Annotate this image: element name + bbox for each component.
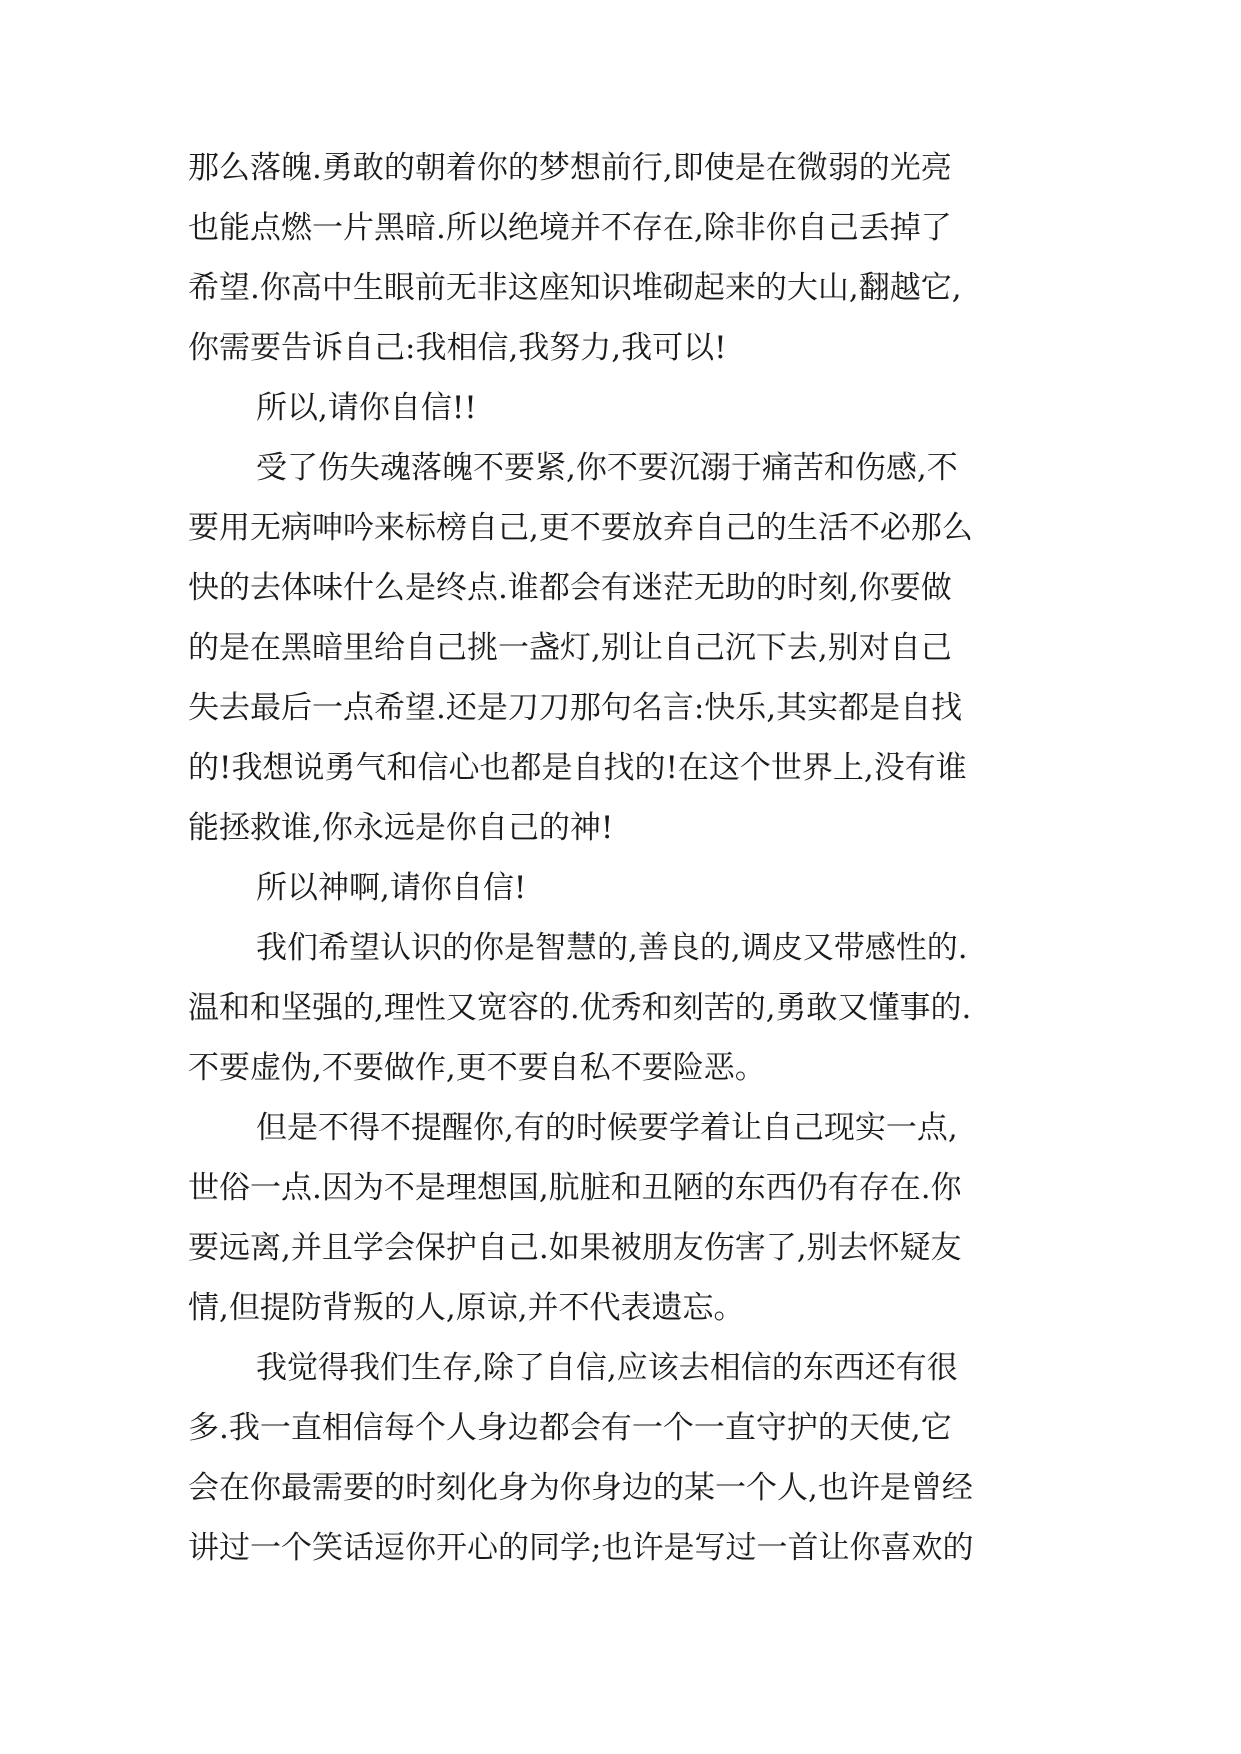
text-line: 你需要告诉自己:我相信,我努力,我可以! <box>188 330 727 366</box>
text-line: 也能点燃一片黑暗.所以绝境并不存在,除非你自己丢掉了 <box>188 210 952 246</box>
text-line: 那么落魄.勇敢的朝着你的梦想前行,即使是在微弱的光亮 <box>188 150 952 186</box>
text-line: 我们希望认识的你是智慧的,善良的,调皮又带感性的. <box>256 930 968 966</box>
text-line: 要远离,并且学会保护自己.如果被朋友伤害了,别去怀疑友 <box>188 1230 962 1266</box>
text-line: 快的去体味什么是终点.谁都会有迷茫无助的时刻,你要做 <box>188 570 952 606</box>
text-line: 所以,请你自信!! <box>256 390 477 426</box>
text-line: 的!我想说勇气和信心也都是自找的!在这个世界上,没有谁 <box>188 750 967 786</box>
text-line: 失去最后一点希望.还是刀刀那句名言:快乐,其实都是自找 <box>188 690 963 726</box>
text-line: 但是不得不提醒你,有的时候要学着让自己现实一点, <box>256 1110 958 1146</box>
text-line: 的是在黑暗里给自己挑一盏灯,别让自己沉下去,别对自己 <box>188 630 952 666</box>
text-line: 希望.你高中生眼前无非这座知识堆砌起来的大山,翻越它, <box>188 270 962 306</box>
text-line: 世俗一点.因为不是理想国,肮脏和丑陋的东西仍有存在.你 <box>188 1170 962 1206</box>
text-line: 讲过一个笑话逗你开心的同学;也许是写过一首让你喜欢的 <box>188 1530 974 1566</box>
text-line: 不要虚伪,不要做作,更不要自私不要险恶。 <box>188 1050 766 1086</box>
text-line: 多.我一直相信每个人身边都会有一个一直守护的天使,它 <box>188 1410 952 1446</box>
text-line: 能拯救谁,你永远是你自己的神! <box>188 810 614 846</box>
text-line: 所以神啊,请你自信! <box>256 870 527 906</box>
text-line: 我觉得我们生存,除了自信,应该去相信的东西还有很 <box>256 1350 958 1386</box>
text-line: 受了伤失魂落魄不要紧,你不要沉溺于痛苦和伤感,不 <box>256 450 958 486</box>
text-line: 要用无病呻吟来标榜自己,更不要放弃自己的生活不必那么 <box>188 510 973 546</box>
text-line: 会在你最需要的时刻化身为你身边的某一个人,也许是曾经 <box>188 1470 973 1506</box>
text-line: 情,但提防背叛的人,原谅,并不代表遗忘。 <box>188 1290 745 1326</box>
text-line: 温和和坚强的,理性又宽容的.优秀和刻苦的,勇敢又懂事的. <box>188 990 972 1026</box>
